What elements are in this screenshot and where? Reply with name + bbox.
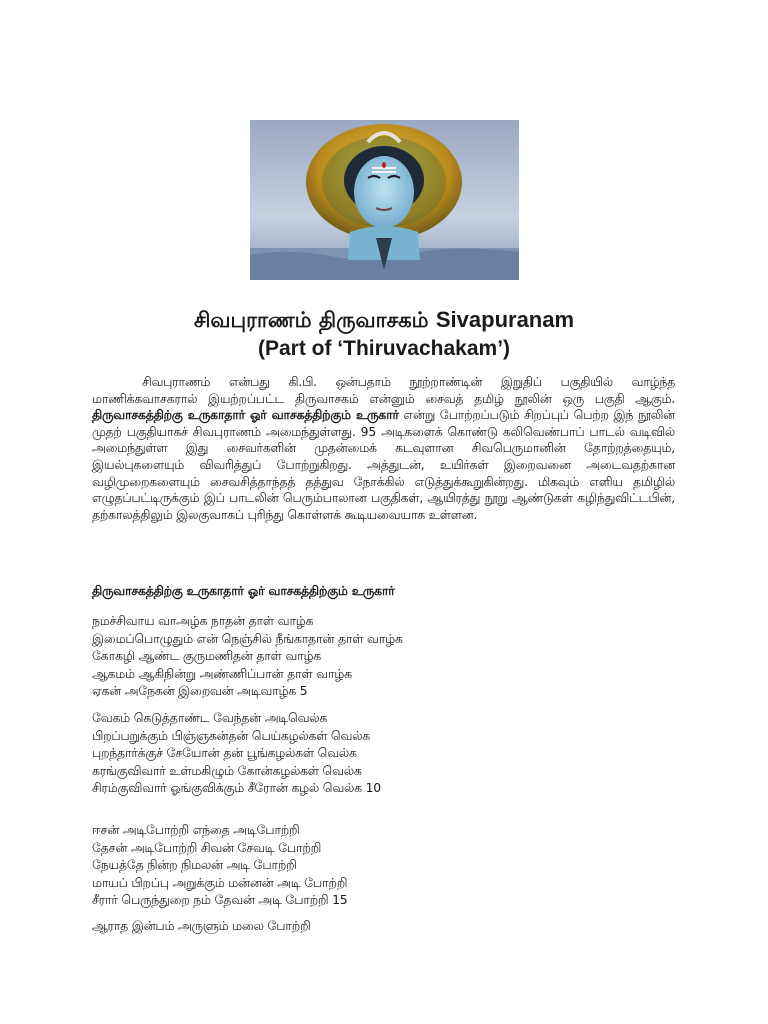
verse-line: ஏகன் அநேகன் இறைவன் அடிவாழ்க 5: [92, 683, 308, 698]
verse-line: ஈசன் அடிபோற்றி எந்தை அடிபோற்றி: [92, 822, 300, 837]
stanza-1: [92, 612, 403, 700]
verse-line: சீரார் பெருந்துறை நம் தேவன் அடி போற்றி 15: [92, 892, 348, 907]
title-tamil: சிவபுராணம் திருவாசகம்: [193, 308, 436, 332]
intro-text-2: என்று போற்றப்படும் சிறப்புப் பெற்ற இந் நூலின் முதற் பகுதியாகச் சிவபுராணம் அமைந்துள்ளது. 95 அடிகளைக் கொண்டு கலிவெண்பாப் பாடல் வடிவில் அமைந்துள்ள இது சைவர்களின் முதன்மைக் கடவுளான சிவபெருமானின் தோற்றத்தையும், இயல்புகளையும் விவரித்துப் போற்றுகிறது. அத்துடன், உயிர்கள் இறைவனை அடைவதற்கான வழிமுறைகளையும் சைவசித்தாந்தத் தத்துவ நோக்கில் எடுத்துக்கூறுகின்றது. மிகவும் எளிய தமிழில் எழுதப்பட்டிருக்கும் இப் பாடலின் பெரும்பாலான பகுதிகள், ஆயிரத்து நூறு ஆண்டுகள் கழிந்துவிட்டபின், தற்காலத்திலும் இலகுவாகப் புரிந்து கொள்ளக் கூடியவையாக உள்ளன.: [92, 407, 675, 522]
verse-line: ஆராத இன்பம் அருளும் மலை போற்றி: [92, 918, 311, 933]
page-title: [0, 305, 768, 335]
quote-heading: திருவாசகத்திற்கு உருகாதார் ஓர் வாசகத்திற்கும் உருகார்: [92, 583, 395, 598]
page-subtitle: (Part of ‘Thiruvachakam’): [257, 337, 511, 360]
verse-line: மாயப் பிறப்பு அறுக்கும் மன்னன் அடி போற்றி: [92, 874, 348, 890]
intro-paragraph: [92, 374, 675, 523]
stanza-4: [92, 917, 310, 935]
verse-line: நமச்சிவாய வாஅழ்க நாதன் தாள் வாழ்க: [92, 613, 314, 628]
intro-bold-quote: திருவாசகத்திற்கு உருகாதார் ஓர் வாசகத்திற்கும் உருகார்: [92, 407, 399, 423]
verse-line: கோகழி ஆண்ட குருமணிதன் தாள் வாழ்க: [92, 648, 322, 663]
verse-line: நேயத்தே நின்ற நிமலன் அடி போற்றி: [92, 857, 297, 872]
verse-line: சிரம்குவிவார் ஓங்குவிக்கும் சீரோன் கழல் வெல்க 10: [92, 780, 381, 795]
stanza-3: [92, 821, 348, 909]
shiva-illustration-icon: [250, 120, 519, 280]
intro-text-1: சிவபுராணம் என்பது கி.பி. ஒன்பதாம் நூற்றாண்டின் இறுதிப் பகுதியில் வாழ்ந்த மாணிக்கவாசகரால் இயற்றப்பட்ட திருவாசகம் என்னும் சைவத் தமிழ் நூலின் ஒரு பகுதி ஆகும்.: [92, 374, 675, 406]
verse-line: இமைப்பொழுதும் என் நெஞ்சில் நீங்காதான் தாள் வாழ்க: [92, 630, 403, 646]
verse-line: வேகம் கெடுத்தாண்ட வேந்தன் அடிவெல்க: [92, 710, 328, 725]
verse-line: கரங்குவிவார் உள்மகிழும் கோன்கழல்கள் வெல்க: [92, 762, 362, 778]
verse-line: பிறப்பறுக்கும் பிஞ்ஞகன்தன் பெய்கழல்கள் வெல்க: [92, 727, 371, 743]
title-latin: Sivapuranam: [435, 307, 575, 332]
verse-line: புறந்தார்க்குச் சேயோன் தன் பூங்கழல்கள் வெல்க: [92, 745, 357, 760]
verse-line: ஆகமம் ஆகிநின்று அண்ணிப்பான் தாள் வாழ்க: [92, 665, 352, 681]
stanza-2: [92, 709, 381, 797]
hero-image: [250, 120, 519, 280]
verse-line: தேசன் அடிபோற்றி சிவன் சேவடி போற்றி: [92, 839, 322, 855]
